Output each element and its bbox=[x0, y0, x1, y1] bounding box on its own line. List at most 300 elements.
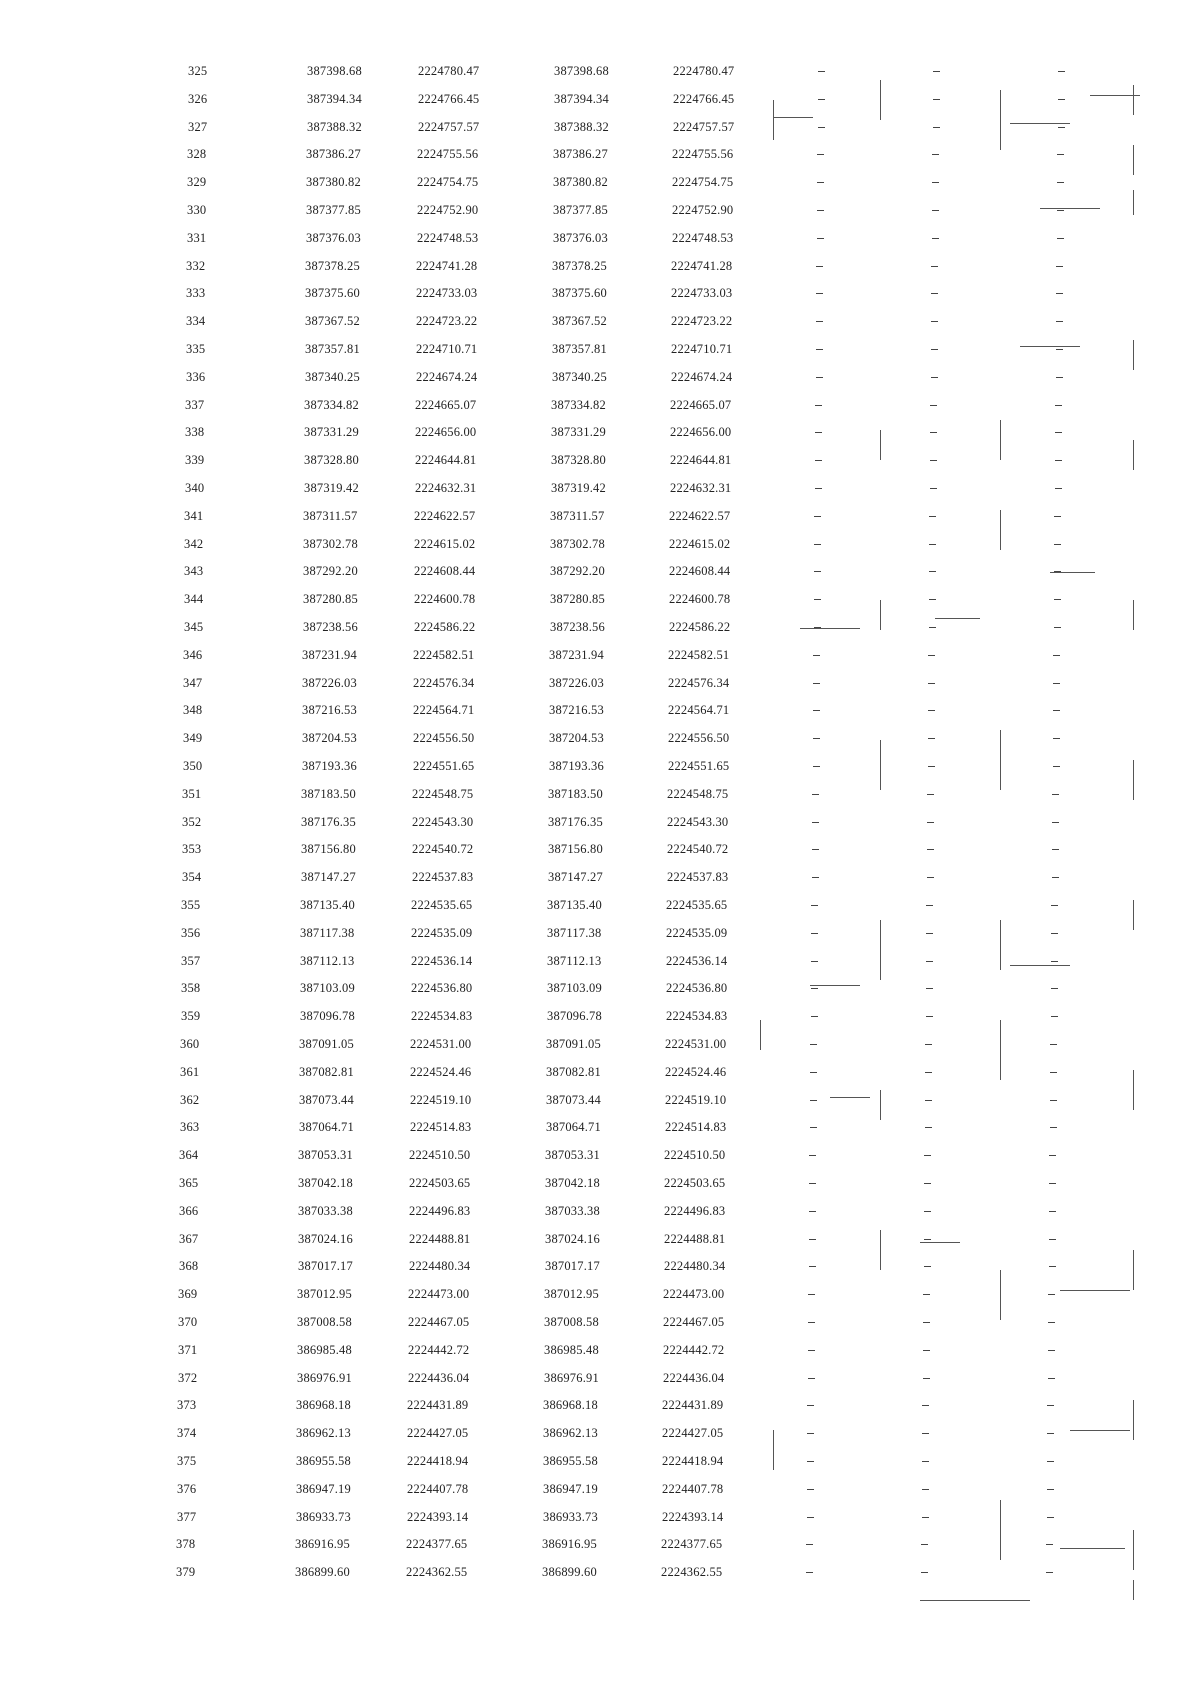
y-coordinate-2: 2224543.30 bbox=[667, 814, 729, 829]
table-row bbox=[0, 531, 1196, 558]
dash-mark bbox=[809, 1266, 816, 1267]
x-coordinate-2: 387319.42 bbox=[551, 481, 606, 495]
x-coordinate: 387176.35 bbox=[301, 814, 356, 829]
y-coordinate: 2224519.10 bbox=[410, 1092, 472, 1107]
x-coordinate: 387334.82 bbox=[304, 397, 359, 412]
table-row bbox=[0, 1253, 1191, 1280]
y-coordinate-2: 2224674.24 bbox=[671, 369, 733, 384]
row-number: 329 bbox=[187, 175, 207, 190]
x-coordinate-2: 386976.91 bbox=[544, 1370, 599, 1385]
dash-mark bbox=[1058, 99, 1065, 100]
table-row bbox=[0, 864, 1194, 891]
x-coordinate-2: 387073.44 bbox=[546, 1092, 601, 1107]
table-row bbox=[0, 86, 1200, 113]
row-number: 359 bbox=[181, 1009, 201, 1024]
scan-line bbox=[1000, 420, 1001, 460]
y-coordinate: 2224473.00 bbox=[408, 1287, 470, 1302]
dash-mark bbox=[808, 1294, 815, 1295]
dash-mark bbox=[931, 377, 938, 378]
x-coordinate-2: 387311.57 bbox=[550, 508, 605, 523]
dash-mark bbox=[926, 933, 933, 934]
dash-mark bbox=[924, 1183, 931, 1184]
y-coordinate-2: 2224535.65 bbox=[666, 898, 728, 912]
y-coordinate: 2224436.04 bbox=[408, 1370, 470, 1385]
x-coordinate-2: 387328.80 bbox=[551, 453, 606, 468]
y-coordinate: 2224615.02 bbox=[414, 536, 476, 551]
x-coordinate-2: 387103.09 bbox=[547, 981, 602, 996]
dash-mark bbox=[1049, 1211, 1056, 1212]
y-coordinate-2: 2224488.81 bbox=[664, 1231, 726, 1246]
scan-line bbox=[1133, 190, 1134, 215]
row-number: 349 bbox=[183, 731, 203, 746]
scan-line bbox=[880, 740, 881, 790]
x-coordinate-2: 387378.25 bbox=[552, 258, 607, 273]
table-row bbox=[0, 920, 1193, 947]
x-coordinate-2: 387096.78 bbox=[547, 1009, 602, 1024]
dash-mark bbox=[812, 849, 819, 850]
dash-mark bbox=[928, 655, 935, 656]
dash-mark bbox=[1050, 1127, 1057, 1128]
row-number: 357 bbox=[181, 953, 201, 968]
scan-line bbox=[773, 100, 774, 140]
y-coordinate: 2224564.71 bbox=[413, 703, 475, 718]
x-coordinate: 387117.38 bbox=[300, 925, 355, 940]
table-row bbox=[0, 1003, 1193, 1030]
x-coordinate-2: 387375.60 bbox=[552, 286, 607, 301]
scan-line bbox=[1133, 900, 1134, 930]
row-number: 360 bbox=[180, 1037, 200, 1051]
dash-mark bbox=[925, 1072, 932, 1073]
dash-mark bbox=[811, 988, 818, 989]
table-row bbox=[0, 253, 1198, 280]
dash-mark bbox=[1057, 210, 1064, 211]
x-coordinate: 386916.95 bbox=[295, 1537, 350, 1552]
row-number: 362 bbox=[180, 1092, 200, 1107]
y-coordinate: 2224586.22 bbox=[414, 620, 476, 634]
dash-mark bbox=[807, 1517, 814, 1518]
table-row bbox=[0, 892, 1193, 919]
y-coordinate-2: 2224656.00 bbox=[670, 425, 732, 440]
x-coordinate: 387292.20 bbox=[303, 564, 358, 579]
dash-mark bbox=[1048, 1294, 1055, 1295]
scan-line bbox=[920, 1242, 960, 1243]
row-number: 344 bbox=[184, 592, 204, 607]
dash-mark bbox=[921, 1544, 928, 1545]
dash-mark bbox=[933, 71, 940, 72]
dash-mark bbox=[1056, 349, 1063, 350]
row-number: 332 bbox=[186, 258, 206, 273]
dash-mark bbox=[1053, 710, 1060, 711]
y-coordinate: 2224757.57 bbox=[418, 119, 480, 134]
dash-mark bbox=[922, 1405, 929, 1406]
dash-mark bbox=[1053, 655, 1060, 656]
scan-line bbox=[880, 920, 881, 980]
dash-mark bbox=[928, 683, 935, 684]
x-coordinate-2: 386916.95 bbox=[542, 1537, 597, 1552]
table-row bbox=[0, 336, 1198, 363]
dash-mark bbox=[811, 961, 818, 962]
scan-line bbox=[880, 1090, 881, 1120]
y-coordinate: 2224656.00 bbox=[415, 425, 477, 440]
dash-mark bbox=[923, 1322, 930, 1323]
dash-mark bbox=[930, 488, 937, 489]
x-coordinate-2: 387024.16 bbox=[545, 1231, 600, 1246]
dash-mark bbox=[809, 1155, 816, 1156]
y-coordinate-2: 2224524.46 bbox=[665, 1064, 727, 1079]
scan-line bbox=[880, 430, 881, 460]
row-number: 367 bbox=[179, 1231, 199, 1246]
x-coordinate: 386947.19 bbox=[296, 1481, 351, 1496]
dash-mark bbox=[1056, 266, 1063, 267]
y-coordinate-2: 2224510.50 bbox=[664, 1148, 726, 1163]
table-row bbox=[0, 1337, 1190, 1364]
y-coordinate-2: 2224632.31 bbox=[670, 481, 732, 495]
x-coordinate: 387064.71 bbox=[299, 1120, 354, 1135]
scan-line bbox=[1050, 572, 1095, 573]
row-number: 356 bbox=[181, 925, 201, 940]
scan-line bbox=[1020, 346, 1080, 347]
y-coordinate: 2224503.65 bbox=[409, 1176, 471, 1190]
y-coordinate-2: 2224723.22 bbox=[671, 314, 733, 329]
x-coordinate-2: 387302.78 bbox=[550, 536, 605, 551]
dash-mark bbox=[933, 99, 940, 100]
y-coordinate-2: 2224536.14 bbox=[666, 953, 728, 968]
dash-mark bbox=[809, 1183, 816, 1184]
dash-mark bbox=[816, 349, 823, 350]
scan-line bbox=[1000, 1270, 1001, 1320]
x-coordinate: 386899.60 bbox=[295, 1565, 350, 1580]
table-row bbox=[0, 1031, 1192, 1058]
table-row bbox=[0, 1281, 1190, 1308]
dash-mark bbox=[1055, 432, 1062, 433]
y-coordinate: 2224632.31 bbox=[415, 481, 477, 495]
dash-mark bbox=[1047, 1517, 1054, 1518]
dash-mark bbox=[930, 460, 937, 461]
y-coordinate-2: 2224600.78 bbox=[669, 592, 731, 607]
x-coordinate: 387096.78 bbox=[300, 1009, 355, 1024]
row-number: 355 bbox=[181, 898, 201, 912]
x-coordinate-2: 387008.58 bbox=[544, 1315, 599, 1329]
dash-mark bbox=[808, 1350, 815, 1351]
row-number: 375 bbox=[177, 1454, 197, 1468]
scan-line bbox=[1133, 1250, 1134, 1290]
x-coordinate-2: 387117.38 bbox=[547, 925, 602, 940]
x-coordinate: 387008.58 bbox=[297, 1315, 352, 1329]
x-coordinate: 386955.58 bbox=[296, 1454, 351, 1468]
x-coordinate-2: 387033.38 bbox=[545, 1203, 600, 1218]
table-row bbox=[0, 725, 1195, 752]
x-coordinate: 387147.27 bbox=[301, 870, 356, 885]
scan-line bbox=[1000, 90, 1001, 150]
dash-mark bbox=[816, 377, 823, 378]
dash-mark bbox=[811, 1016, 818, 1017]
dash-mark bbox=[818, 99, 825, 100]
y-coordinate-2: 2224576.34 bbox=[668, 675, 730, 690]
row-number: 342 bbox=[184, 536, 204, 551]
y-coordinate: 2224467.05 bbox=[408, 1315, 470, 1329]
x-coordinate-2: 387377.85 bbox=[553, 203, 608, 217]
x-coordinate-2: 387231.94 bbox=[549, 647, 604, 662]
dash-mark bbox=[811, 933, 818, 934]
x-coordinate-2: 387334.82 bbox=[551, 397, 606, 412]
table-row bbox=[0, 419, 1197, 446]
dash-mark bbox=[924, 1239, 931, 1240]
scan-line bbox=[1133, 600, 1134, 630]
dash-mark bbox=[930, 405, 937, 406]
table-row bbox=[0, 1392, 1189, 1419]
dash-mark bbox=[1051, 988, 1058, 989]
scan-line bbox=[1133, 1070, 1134, 1110]
y-coordinate-2: 2224467.05 bbox=[663, 1315, 725, 1329]
y-coordinate: 2224442.72 bbox=[408, 1342, 470, 1357]
dash-mark bbox=[922, 1489, 929, 1490]
table-row bbox=[0, 1142, 1191, 1169]
scan-line bbox=[1000, 1500, 1001, 1560]
y-coordinate: 2224514.83 bbox=[410, 1120, 472, 1135]
dash-mark bbox=[922, 1433, 929, 1434]
dash-mark bbox=[1056, 377, 1063, 378]
y-coordinate: 2224576.34 bbox=[413, 675, 475, 690]
y-coordinate-2: 2224564.71 bbox=[668, 703, 730, 718]
x-coordinate-2: 387238.56 bbox=[550, 620, 605, 634]
dash-mark bbox=[1047, 1433, 1054, 1434]
x-coordinate-2: 387292.20 bbox=[550, 564, 605, 579]
table-row bbox=[0, 364, 1198, 391]
dash-mark bbox=[1052, 794, 1059, 795]
x-coordinate: 387388.32 bbox=[307, 119, 362, 134]
x-coordinate: 386962.13 bbox=[296, 1426, 351, 1441]
y-coordinate: 2224536.80 bbox=[411, 981, 473, 996]
dash-mark bbox=[927, 877, 934, 878]
dash-mark bbox=[813, 738, 820, 739]
x-coordinate: 387377.85 bbox=[306, 203, 361, 217]
dash-mark bbox=[1055, 460, 1062, 461]
x-coordinate-2: 387091.05 bbox=[546, 1037, 601, 1051]
dash-mark bbox=[810, 1100, 817, 1101]
table-row bbox=[0, 280, 1198, 307]
dash-mark bbox=[923, 1350, 930, 1351]
y-coordinate: 2224535.65 bbox=[411, 898, 473, 912]
x-coordinate-2: 387380.82 bbox=[553, 175, 608, 190]
x-coordinate: 387302.78 bbox=[303, 536, 358, 551]
x-coordinate: 387183.50 bbox=[301, 786, 356, 801]
scan-line bbox=[760, 1020, 761, 1050]
y-coordinate-2: 2224418.94 bbox=[662, 1454, 724, 1468]
table-row bbox=[0, 1448, 1189, 1475]
row-number: 374 bbox=[177, 1426, 197, 1441]
row-number: 352 bbox=[182, 814, 202, 829]
dash-mark bbox=[928, 710, 935, 711]
dash-mark bbox=[1055, 405, 1062, 406]
x-coordinate: 386968.18 bbox=[296, 1398, 351, 1413]
dash-mark bbox=[813, 683, 820, 684]
scan-line bbox=[1133, 1400, 1134, 1440]
table-row bbox=[0, 141, 1199, 168]
x-coordinate-2: 386899.60 bbox=[542, 1565, 597, 1580]
y-coordinate: 2224733.03 bbox=[416, 286, 478, 301]
dash-mark bbox=[813, 710, 820, 711]
x-coordinate-2: 387053.31 bbox=[545, 1148, 600, 1163]
x-coordinate-2: 387064.71 bbox=[546, 1120, 601, 1135]
y-coordinate-2: 2224534.83 bbox=[666, 1009, 728, 1024]
x-coordinate: 387394.34 bbox=[307, 91, 362, 106]
x-coordinate: 387135.40 bbox=[300, 898, 355, 912]
x-coordinate: 387073.44 bbox=[299, 1092, 354, 1107]
row-number: 336 bbox=[186, 369, 206, 384]
scan-line bbox=[1060, 1290, 1130, 1291]
row-number: 325 bbox=[188, 64, 208, 78]
dash-mark bbox=[817, 238, 824, 239]
x-coordinate: 387017.17 bbox=[298, 1259, 353, 1274]
dash-mark bbox=[806, 1544, 813, 1545]
dash-mark bbox=[813, 655, 820, 656]
table-row bbox=[0, 1087, 1192, 1114]
y-coordinate-2: 2224644.81 bbox=[670, 453, 732, 468]
dash-mark bbox=[927, 822, 934, 823]
y-coordinate-2: 2224608.44 bbox=[669, 564, 731, 579]
dash-mark bbox=[815, 488, 822, 489]
y-coordinate: 2224582.51 bbox=[413, 647, 475, 662]
dash-mark bbox=[924, 1211, 931, 1212]
dash-mark bbox=[1052, 849, 1059, 850]
x-coordinate: 387082.81 bbox=[299, 1064, 354, 1079]
dash-mark bbox=[931, 293, 938, 294]
y-coordinate-2: 2224436.04 bbox=[663, 1370, 725, 1385]
x-coordinate: 387340.25 bbox=[305, 369, 360, 384]
x-coordinate-2: 387204.53 bbox=[549, 731, 604, 746]
dash-mark bbox=[808, 1322, 815, 1323]
x-coordinate-2: 387367.52 bbox=[552, 314, 607, 329]
y-coordinate-2: 2224551.65 bbox=[668, 759, 730, 773]
x-coordinate-2: 386947.19 bbox=[543, 1481, 598, 1496]
x-coordinate-2: 387280.85 bbox=[550, 592, 605, 607]
row-number: 369 bbox=[178, 1287, 198, 1302]
x-coordinate: 387053.31 bbox=[298, 1148, 353, 1163]
x-coordinate-2: 387376.03 bbox=[553, 230, 608, 245]
scan-line bbox=[1133, 760, 1134, 800]
dash-mark bbox=[807, 1433, 814, 1434]
dash-mark bbox=[929, 516, 936, 517]
row-number: 370 bbox=[178, 1315, 198, 1329]
row-number: 363 bbox=[180, 1120, 200, 1135]
dash-mark bbox=[814, 571, 821, 572]
row-number: 361 bbox=[180, 1064, 200, 1079]
dash-mark bbox=[1050, 1044, 1057, 1045]
x-coordinate-2: 387012.95 bbox=[544, 1287, 599, 1302]
dash-mark bbox=[926, 988, 933, 989]
y-coordinate-2: 2224741.28 bbox=[671, 258, 733, 273]
dash-mark bbox=[1052, 877, 1059, 878]
scan-line bbox=[1000, 1020, 1001, 1080]
y-coordinate-2: 2224548.75 bbox=[667, 786, 729, 801]
y-coordinate: 2224536.14 bbox=[411, 953, 473, 968]
y-coordinate-2: 2224582.51 bbox=[668, 647, 730, 662]
scan-line bbox=[1133, 85, 1134, 115]
dash-mark bbox=[926, 961, 933, 962]
y-coordinate: 2224556.50 bbox=[413, 731, 475, 746]
table-row bbox=[0, 836, 1194, 863]
table-row bbox=[0, 447, 1197, 474]
y-coordinate-2: 2224710.71 bbox=[671, 342, 733, 356]
y-coordinate: 2224535.09 bbox=[411, 925, 473, 940]
x-coordinate-2: 387388.32 bbox=[554, 119, 609, 134]
dash-mark bbox=[1048, 1322, 1055, 1323]
x-coordinate: 387280.85 bbox=[303, 592, 358, 607]
y-coordinate-2: 2224514.83 bbox=[665, 1120, 727, 1135]
y-coordinate: 2224418.94 bbox=[407, 1454, 469, 1468]
y-coordinate: 2224755.56 bbox=[417, 147, 479, 162]
y-coordinate: 2224540.72 bbox=[412, 842, 474, 857]
y-coordinate-2: 2224531.00 bbox=[665, 1037, 727, 1051]
dash-mark bbox=[925, 1044, 932, 1045]
table-row bbox=[0, 1365, 1190, 1392]
dash-mark bbox=[924, 1266, 931, 1267]
y-coordinate: 2224480.34 bbox=[409, 1259, 471, 1274]
table-row bbox=[0, 614, 1196, 641]
dash-mark bbox=[818, 127, 825, 128]
dash-mark bbox=[1046, 1544, 1053, 1545]
table-row bbox=[0, 1559, 1188, 1586]
scan-line bbox=[880, 1230, 881, 1270]
scan-line bbox=[1000, 920, 1001, 970]
y-coordinate-2: 2224503.65 bbox=[664, 1176, 726, 1190]
y-coordinate-2: 2224622.57 bbox=[669, 508, 731, 523]
scan-line bbox=[830, 1097, 870, 1098]
row-number: 371 bbox=[178, 1342, 198, 1357]
dash-mark bbox=[817, 154, 824, 155]
table-row bbox=[0, 503, 1196, 530]
dash-mark bbox=[807, 1405, 814, 1406]
dash-mark bbox=[1047, 1461, 1054, 1462]
x-coordinate: 387398.68 bbox=[307, 64, 362, 78]
x-coordinate: 386985.48 bbox=[297, 1342, 352, 1357]
y-coordinate-2: 2224752.90 bbox=[672, 203, 734, 217]
dash-mark bbox=[811, 905, 818, 906]
y-coordinate: 2224748.53 bbox=[417, 230, 479, 245]
dash-mark bbox=[1053, 766, 1060, 767]
dash-mark bbox=[933, 127, 940, 128]
dash-mark bbox=[1048, 1350, 1055, 1351]
y-coordinate: 2224551.65 bbox=[413, 759, 475, 773]
y-coordinate: 2224674.24 bbox=[416, 369, 478, 384]
dash-mark bbox=[817, 210, 824, 211]
y-coordinate: 2224644.81 bbox=[415, 453, 477, 468]
x-coordinate-2: 387216.53 bbox=[549, 703, 604, 718]
table-row bbox=[0, 114, 1200, 141]
x-coordinate-2: 387340.25 bbox=[552, 369, 607, 384]
x-coordinate-2: 387386.27 bbox=[553, 147, 608, 162]
table-row bbox=[0, 225, 1199, 252]
y-coordinate-2: 2224496.83 bbox=[664, 1203, 726, 1218]
dash-mark bbox=[932, 210, 939, 211]
dash-mark bbox=[806, 1572, 813, 1573]
x-coordinate: 387112.13 bbox=[300, 953, 355, 968]
scan-line bbox=[1010, 123, 1070, 124]
y-coordinate-2: 2224665.07 bbox=[670, 397, 732, 412]
dash-mark bbox=[932, 154, 939, 155]
y-coordinate: 2224531.00 bbox=[410, 1037, 472, 1051]
scan-line bbox=[810, 985, 860, 986]
row-number: 346 bbox=[183, 647, 203, 662]
dash-mark bbox=[809, 1211, 816, 1212]
dash-mark bbox=[1047, 1489, 1054, 1490]
x-coordinate: 387012.95 bbox=[297, 1287, 352, 1302]
y-coordinate: 2224377.65 bbox=[406, 1537, 468, 1552]
table-row bbox=[0, 1531, 1188, 1558]
table-row bbox=[0, 169, 1199, 196]
y-coordinate-2: 2224480.34 bbox=[664, 1259, 726, 1274]
dash-mark bbox=[932, 182, 939, 183]
